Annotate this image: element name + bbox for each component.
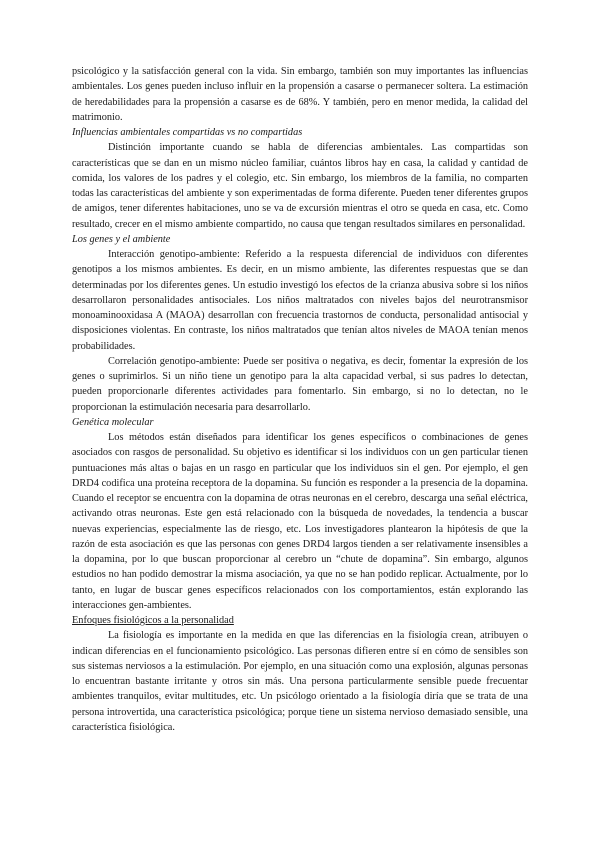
body-paragraph: Interacción genotipo-ambiente: Referido a la respuesta diferencial de individuos con diferentes genotipos a los mismos ambientes. Es decir, en un mismo ambiente, las diferentes respuestas que se dan determinadas por los diferentes genes. Un estudio investigó los efectos de la crianza abusiva sobre si los niños desarrollaron personalidades antisociales. Los niños maltratados con niveles bajos del neurotransmisor monoaminooxidasa A (MAOA) desarrollan con frecuencia trastornos de conducta, personalidad antisocial y disposiciones violentas. En contraste, los niños maltratados que tenían altos niveles de MAOA tenían menos probabilidades. — [72, 249, 528, 352]
body-paragraph: Correlación genotipo-ambiente: Puede ser positiva o negativa, es decir, fomentar la expresión de los genes o suprimirlos. Si un niño tiene un genotipo para la alta capacidad verbal, si sus padres lo detectan, pueden proporcionarle diferentes actividades para fomentarlo. Sin embargo, si no lo detectan, no le proporcionan la estimulación necesaria para desarrollarlo. — [72, 355, 528, 413]
subsection-heading: Genética molecular — [72, 416, 154, 428]
document-page — [72, 64, 528, 735]
subsection-heading: Los genes y el ambiente — [72, 233, 171, 245]
subsection-heading: Influencias ambientales compartidas vs no compartidas — [72, 127, 303, 138]
body-paragraph: Los métodos están diseñados para identificar los genes específicos o combinaciones de genes asociados con rasgos de personalidad. Su objetivo es identificar si los individuos con un gen particular tienen puntuaciones más altas o bajas en un rasgo en particular que los individuos sin el gen. Por ejemplo, el gen DRD4 codifica una proteína receptora de la dopamina. Su función es responder a la presencia de la dopamina. Cuando el receptor se encuentra con la dopamina de otras neuronas en el cerebro, descarga una señal eléctrica, activando otras neuronas. Este gen está relacionado con la búsqueda de novedades, la tendencia a buscar nuevas experiencias, especialmente las de riesgo, etc. Los investigadores plantearon la hipótesis de que la razón de esta asociación es que las personas con genes DRD4 largos tienden a ser relativamente insensibles a la dopamina, por lo que buscan proporcionar al cerebro un “chute de dopamina”. Sin embargo, algunos estudios no han podido demostrar la misma asociación, ya que no se han podido replicar. Actualmente, por lo tanto, en lugar de buscar genes específicos relacionados con los comportamientos, están explorando las interacciones gen-ambientes. — [72, 432, 528, 611]
body-paragraph: Distinción importante cuando se habla de diferencias ambientales. Las compartidas son características que se dan en un mismo núcleo familiar, cuántos libros hay en casa, la calidad y cantidad de comida, los valores de los padres y el colegio, etc. Sin embargo, los miembros de la familia, no comparten todas las características del ambiente y son experimentadas de forma diferente. Pueden tener diferentes grupos de amigos, tener diferentes habitaciones, uno se va de excursión mientras el otro se queda en casa, etc. Como resultado, crecer en el mismo ambiente compartido, no causa que tengan resultados similares en personalidad. — [72, 142, 528, 230]
body-paragraph: La fisiología es importante en la medida en que las diferencias en la fisiología crean, atribuyen o indican diferencias en el funcionamiento psicológico. Las personas difieren entre sí en cómo de sensibles son sus sistemas nerviosos a la estimulación. Por ejemplo, en una situación como una explosión, algunas personas lo encuentran bastante irritante y otros sin más. Una persona particularmente sensible puede frecuentar ambientes tranquilos, evitar multitudes, etc. Un psicólogo orientado a la fisiología diría que se trata de una persona introvertida, una característica psicológica; porque tiene un sistema nervioso demasiado sensible, una característica fisiológica. — [72, 630, 528, 733]
body-paragraph: psicológico y la satisfacción general con la vida. Sin embargo, también son muy importantes las influencias ambientales. Los genes pueden incluso influir en la propensión a casarse o permanecer soltera. La estimación de heredabilidades para la propensión a casarse es de 68%. Y también, pero en menor medida, la calidad del matrimonio. — [72, 66, 528, 123]
section-heading: Enfoques fisiológicos a la personalidad — [72, 615, 234, 626]
